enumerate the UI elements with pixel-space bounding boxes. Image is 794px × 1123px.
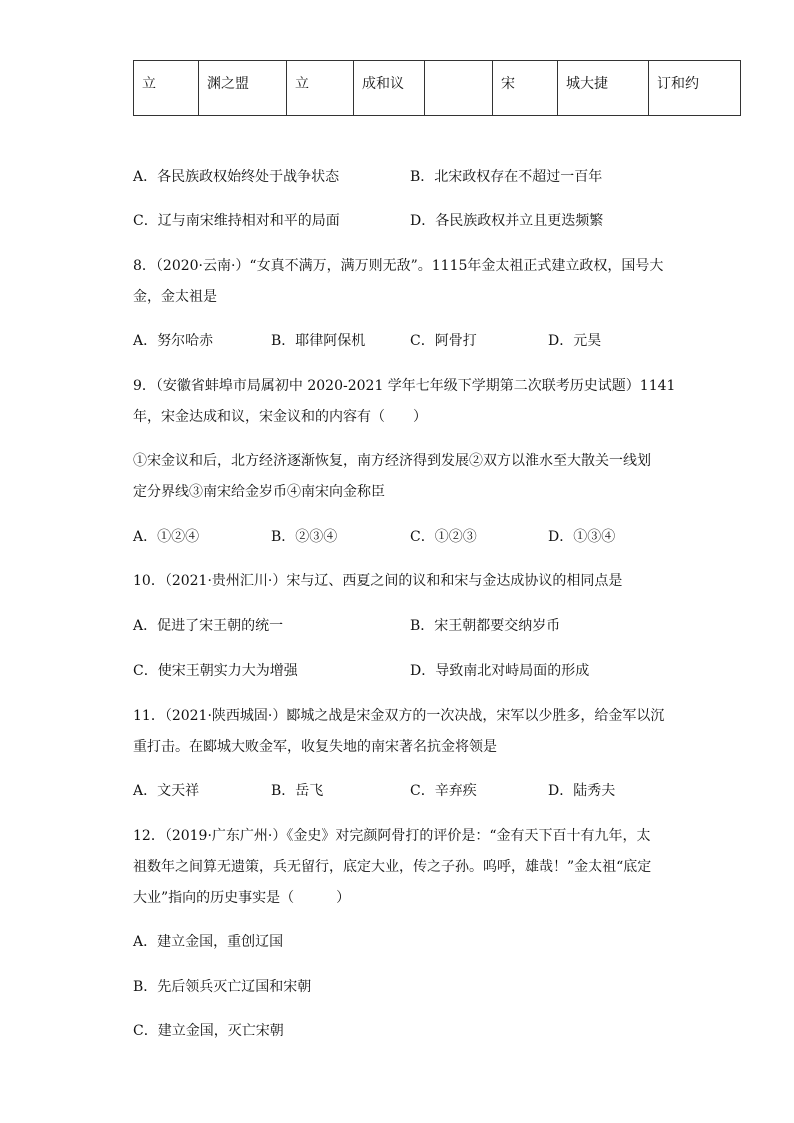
table-cell: 订和约 [649,61,741,116]
q8-option-d[interactable]: D．元昊 [548,333,602,349]
q7-option-a[interactable]: A．各民族政权始终处于战争状态 [133,169,340,185]
q10-option-a[interactable]: A．促进了宋王朝的统一 [133,618,284,634]
q8-option-c[interactable]: C．阿骨打 [410,333,477,349]
q9-option-b[interactable]: B．②③④ [271,529,338,545]
q11-option-b[interactable]: B．岳飞 [271,783,324,799]
q8-stem-line1: 8．（2020·云南·）“女真不满万，满万则无敌”。1115年金太祖正式建立政权，国号大 [133,258,664,274]
q8-option-a[interactable]: A．努尔哈赤 [133,333,214,349]
table-row [134,61,741,116]
q12-option-c[interactable]: C．建立金国，灭亡宋朝 [133,1023,284,1039]
table-cell: 宋 [493,61,558,116]
q9-option-d[interactable]: D．①③④ [548,529,616,545]
q12-option-a[interactable]: A．建立金国，重创辽国 [133,934,284,950]
q9-option-a[interactable]: A．①②④ [133,529,200,545]
table-cell: 渊之盟 [199,61,287,116]
q11-stem-line1: 11．（2021·陕西城固·）郾城之战是宋金双方的一次决战，宋军以少胜多，给金军以沉 [133,708,665,724]
q10-option-b[interactable]: B．宋王朝都要交纳岁币 [410,618,561,634]
history-table [133,60,741,116]
q9-stem-line2: 年，宋金达成和议，宋金议和的内容有（ ） [133,409,427,425]
q12-stem-line3: 大业”指向的历史事实是（ ） [133,890,351,906]
q11-option-c[interactable]: C．辛弃疾 [410,783,477,799]
q11-stem-line2: 重打击。在郾城大败金军，收复失地的南宋著名抗金将领是 [133,739,497,755]
q12-stem-line2: 祖数年之间算无遗策，兵无留行，底定大业，传之子孙。呜呼，雄哉！”金太祖“底定 [133,859,652,875]
table-cell: 城大捷 [558,61,649,116]
q9-stem-line4: 定分界线③南宋给金岁币④南宋向金称臣 [133,484,385,500]
q12-option-b[interactable]: B．先后领兵灭亡辽国和宋朝 [133,979,312,995]
table-cell: 成和议 [354,61,425,116]
table-cell [425,61,493,116]
q8-stem-line2: 金，金太祖是 [133,289,217,305]
q11-option-d[interactable]: D．陆秀夫 [548,783,616,799]
q8-option-b[interactable]: B．耶律阿保机 [271,333,366,349]
q7-option-c[interactable]: C．辽与南宋维持相对和平的局面 [133,213,340,229]
q10-stem-line1: 10．（2021·贵州汇川·）宋与辽、西夏之间的议和和宋与金达成协议的相同点是 [133,573,623,589]
q9-stem-line1: 9．（安徽省蚌埠市局属初中 2020-2021 学年七年级下学期第二次联考历史试题）1141 [133,378,676,394]
q11-option-a[interactable]: A．文天祥 [133,783,200,799]
q10-option-d[interactable]: D．导致南北对峙局面的形成 [410,663,590,679]
q9-option-c[interactable]: C．①②③ [410,529,477,545]
table-cell: 立 [134,61,199,116]
q7-option-d[interactable]: D．各民族政权并立且更迭频繁 [410,213,604,229]
q12-stem-line1: 12．（2019·广东广州·）《金史》对完颜阿骨打的评价是：“金有天下百十有九年，太 [133,828,651,844]
q9-stem-line3: ①宋金议和后，北方经济逐渐恢复，南方经济得到发展②双方以淮水至大散关一线划 [133,453,651,469]
table-cell: 立 [287,61,354,116]
q7-option-b[interactable]: B．北宋政权存在不超过一百年 [410,169,603,185]
q10-option-c[interactable]: C．使宋王朝实力大为增强 [133,663,298,679]
